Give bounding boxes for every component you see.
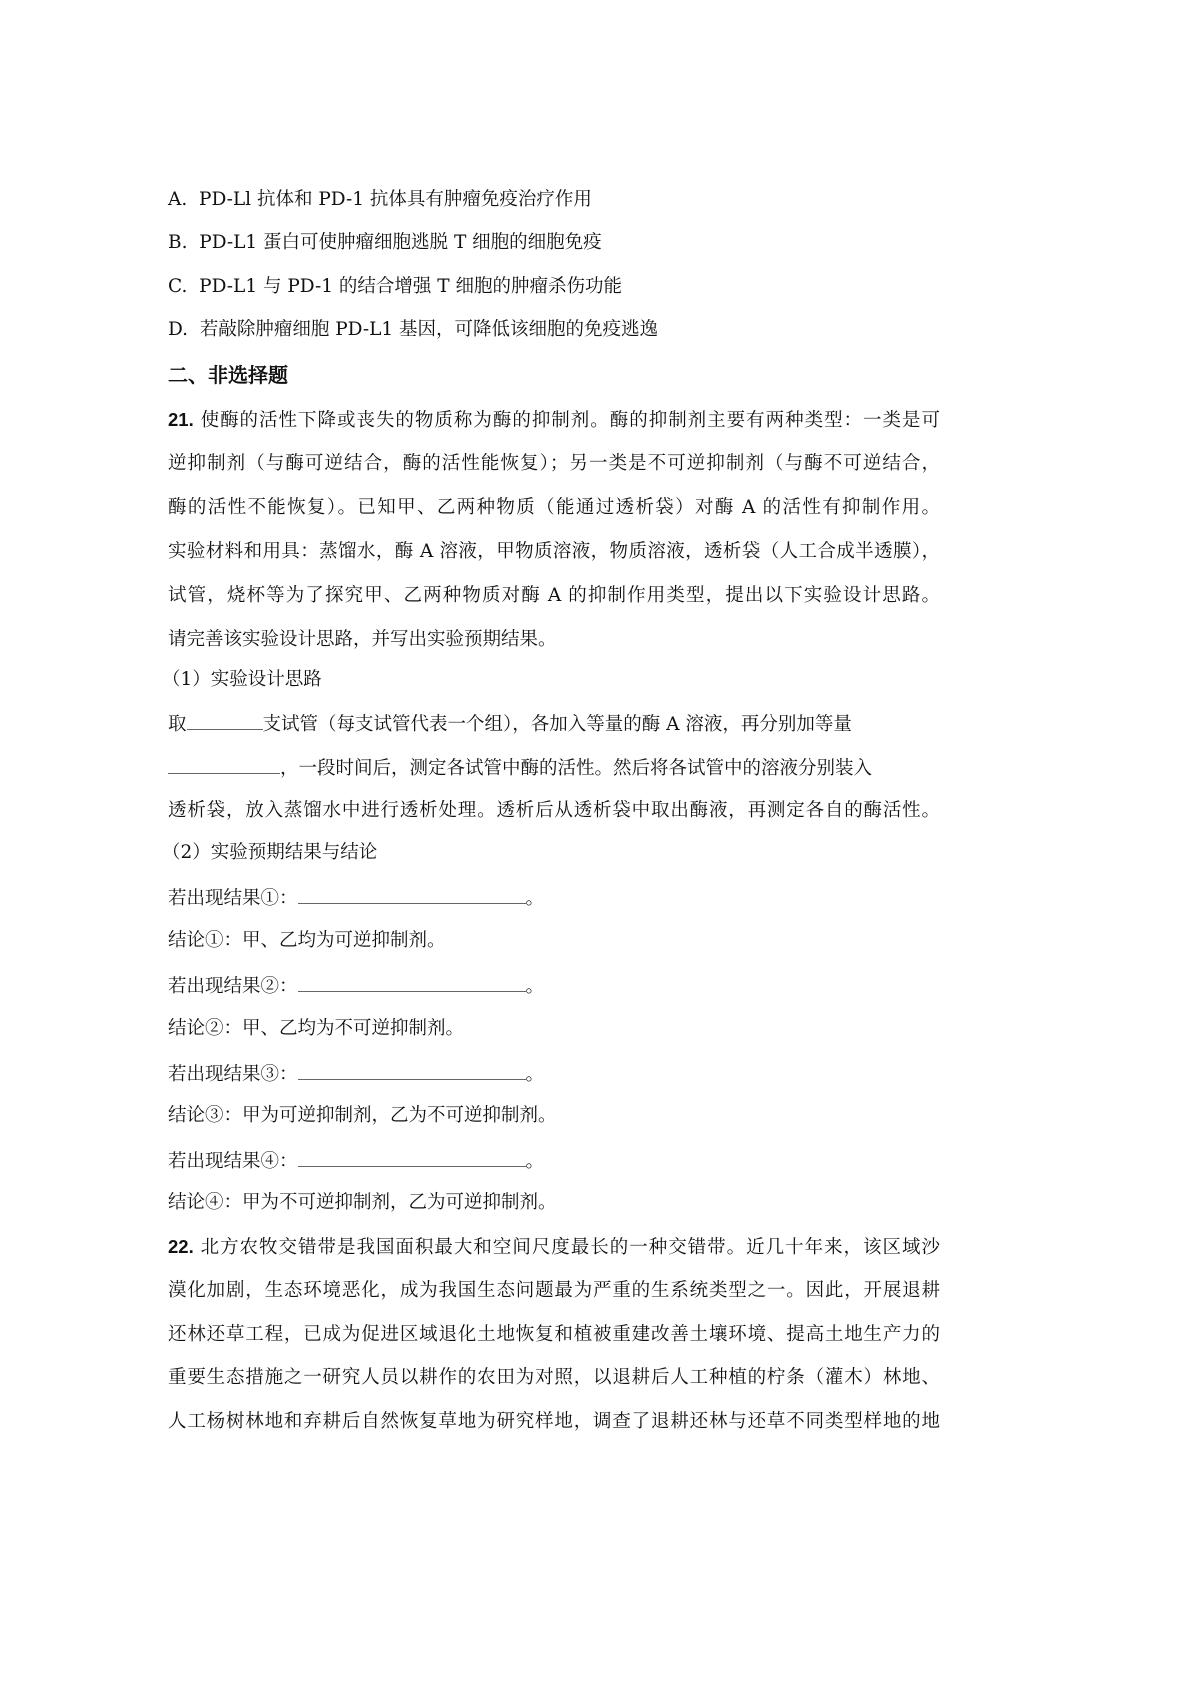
design-line-3: 透析袋，放入蒸馏水中进行透析处理。透析后从透析袋中取出酶液，再测定各自的酶活性。 [168,800,940,821]
option-b [168,231,940,255]
q21-line-1 [168,408,940,433]
q22-line-3: 还林还草工程，已成为促进区域退化土地恢复和植被重建改善土壤环境、提高土地生产力的 [168,1324,940,1345]
q21-line-2: 逆抑制剂（与酶可逆结合，酶的活性能恢复）；另一类是不可逆抑制剂（与酶不可逆结合， [168,453,940,474]
result-label: 若出现结果②： [168,976,298,997]
design-text: ，一段时间后，测定各试管中酶的活性。然后将各试管中的溶液分别装入 [280,758,873,779]
option-text: PD-Ll 抗体和 PD-1 抗体具有肿瘤免疫治疗作用 [199,189,592,210]
part1-title: （1）实验设计思路 [162,669,322,690]
q21-line-6: 请完善该实验设计思路，并写出实验预期结果。 [168,629,557,650]
conclusion-2: 结论②：甲、乙均为不可逆抑制剂。 [168,1018,465,1039]
option-letter: A. [168,189,188,210]
option-a [168,188,940,212]
q22-line-5: 人工杨树林地和弃耕后自然恢复草地为研究样地，调查了退耕还林与还草不同类型样地的地 [168,1411,940,1432]
result-label: 若出现结果①： [168,888,298,909]
period: 。 [525,976,545,997]
q22-line-1 [168,1235,940,1260]
answer-blank[interactable] [187,711,263,730]
result-label: 若出现结果④： [168,1151,298,1172]
result-2 [168,973,940,999]
q21-text: 使酶的活性下降或丧失的物质称为酶的抑制剂。酶的抑制剂主要有两种类型：一类是可 [200,410,940,431]
q22-text: 北方农牧交错带是我国面积最大和空间尺度最长的一种交错带。近几十年来，该区域沙 [200,1237,940,1258]
option-letter: B. [168,232,188,253]
conclusion-3: 结论③：甲为可逆抑制剂，乙为不可逆抑制剂。 [168,1105,557,1126]
result-3 [168,1061,940,1087]
option-c [168,275,940,299]
answer-blank[interactable] [298,885,526,904]
design-text: 支试管（每支试管代表一个组），各加入等量的酶 A 溶液，再分别加等量 [262,714,852,735]
period: 。 [525,1151,545,1172]
question-number: 21. [168,409,194,430]
option-d [168,318,940,342]
q21-line-5: 试管，烧杯等为了探究甲、乙两种物质对酶 A 的抑制作用类型，提出以下实验设计思路。 [168,585,940,606]
option-letter: D. [168,319,189,340]
option-text: PD-L1 蛋白可使肿瘤细胞逃脱 T 细胞的细胞免疫 [199,232,602,253]
result-label: 若出现结果③： [168,1064,298,1085]
conclusion-1: 结论①：甲、乙均为可逆抑制剂。 [168,930,446,951]
question-number: 22. [168,1236,194,1257]
result-4 [168,1148,940,1174]
result-1 [168,885,940,911]
answer-blank[interactable] [298,1148,526,1167]
answer-blank[interactable] [298,973,526,992]
q22-line-4: 重要生态措施之一研究人员以耕作的农田为对照，以退耕后人工种植的柠条（灌木）林地、 [168,1367,940,1388]
part2-title: （2）实验预期结果与结论 [162,842,378,863]
answer-blank[interactable] [298,1061,526,1080]
q21-line-3: 酶的活性不能恢复）。已知甲、乙两种物质（能通过透析袋）对酶 A 的活性有抑制作用。 [168,497,940,518]
option-text: 若敲除肿瘤细胞 PD-L1 基因，可降低该细胞的免疫逃逸 [199,319,659,340]
design-line-1 [168,711,940,737]
period: 。 [525,888,545,909]
q22-line-2: 漠化加剧，生态环境恶化，成为我国生态问题最为严重的生系统类型之一。因此，开展退耕 [168,1280,940,1301]
design-line-2 [168,755,940,781]
design-text: 取 [168,714,187,735]
section-heading: 二、非选择题 [168,363,288,387]
period: 。 [525,1064,545,1085]
option-letter: C. [168,276,188,297]
answer-blank[interactable] [168,755,280,774]
conclusion-4: 结论④：甲为不可逆抑制剂，乙为可逆抑制剂。 [168,1192,557,1213]
q21-line-4: 实验材料和用具：蒸馏水，酶 A 溶液，甲物质溶液，物质溶液，透析袋（人工合成半透膜）， [168,541,940,562]
option-text: PD-L1 与 PD-1 的结合增强 T 细胞的肿瘤杀伤功能 [199,276,622,297]
